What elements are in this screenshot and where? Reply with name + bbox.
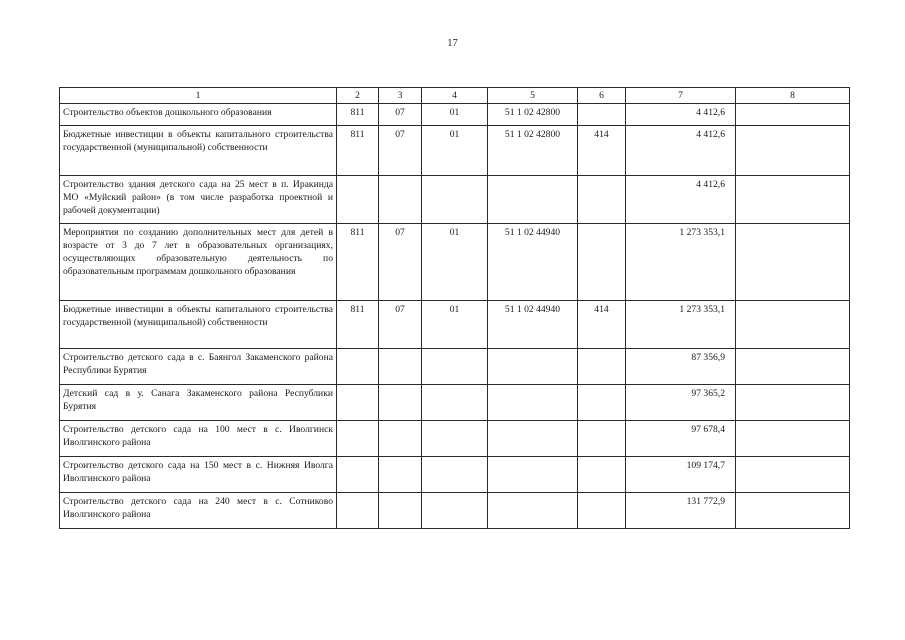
row-expense-type [578,385,626,421]
table-row [60,493,850,529]
row-col8 [736,176,850,224]
row-subsection [422,421,488,457]
row-code [337,421,379,457]
row-col8 [736,385,850,421]
table-row [60,349,850,385]
table-row [60,176,850,224]
header-cell: 5 [488,88,578,104]
row-section: 07 [379,301,422,349]
header-cell: 7 [626,88,736,104]
table-row [60,301,850,349]
row-subsection: 01 [422,104,488,126]
row-name: Строительство объектов дошкольного образования [60,104,337,126]
row-subsection: 01 [422,224,488,301]
table-row [60,421,850,457]
row-name: Строительство детского сада в с. Баянгол Закаменского района Республики Бурятия [60,349,337,385]
row-amount: 97 365,2 [626,385,736,421]
row-col8 [736,457,850,493]
row-name: Строительство здания детского сада на 25 мест в п. Иракинда МО «Муйский район» (в том числе разработка проектной и рабочей документации) [60,176,337,224]
row-target-article [488,457,578,493]
row-expense-type [578,224,626,301]
row-name: Строительство детского сада на 150 мест в с. Нижняя Иволга Иволгинского района [60,457,337,493]
row-section: 07 [379,126,422,176]
row-target-article [488,493,578,529]
row-target-article [488,421,578,457]
row-code [337,493,379,529]
table-header-row [60,88,850,104]
row-target-article [488,176,578,224]
row-col8 [736,224,850,301]
row-name: Строительство детского сада на 100 мест в с. Иволгинск Иволгинского района [60,421,337,457]
header-cell: 1 [60,88,337,104]
row-name: Бюджетные инвестиции в объекты капитального строительства государственной (муниципальной) собственности [60,126,337,176]
header-cell: 4 [422,88,488,104]
row-target-article: 51 1 02 42800 [488,126,578,176]
row-subsection [422,176,488,224]
row-expense-type [578,349,626,385]
row-code [337,349,379,385]
row-col8 [736,104,850,126]
row-amount: 109 174,7 [626,457,736,493]
table-row [60,457,850,493]
header-cell: 6 [578,88,626,104]
row-amount: 131 772,9 [626,493,736,529]
row-expense-type [578,176,626,224]
row-amount: 1 273 353,1 [626,301,736,349]
row-subsection [422,385,488,421]
row-code [337,385,379,421]
table-row [60,104,850,126]
row-col8 [736,301,850,349]
row-amount: 4 412,6 [626,126,736,176]
row-name: Строительство детского сада на 240 мест в с. Сотниково Иволгинского района [60,493,337,529]
row-col8 [736,349,850,385]
row-col8 [736,126,850,176]
row-subsection [422,493,488,529]
row-expense-type [578,421,626,457]
header-cell: 3 [379,88,422,104]
table-row [60,126,850,176]
row-section [379,349,422,385]
row-expense-type [578,104,626,126]
row-subsection [422,349,488,385]
row-amount: 4 412,6 [626,104,736,126]
row-name: Мероприятия по созданию дополнительных мест для детей в возрасте от 3 до 7 лет в образовательных организациях, осуществляющих образовательную деятельность по образовательным программам дошкольного образования [60,224,337,301]
page-number: 17 [447,38,458,49]
row-target-article: 51 1 02 42800 [488,104,578,126]
row-subsection: 01 [422,301,488,349]
row-code [337,457,379,493]
row-section [379,493,422,529]
row-amount: 4 412,6 [626,176,736,224]
row-amount: 87 356,9 [626,349,736,385]
row-target-article [488,349,578,385]
row-expense-type: 414 [578,301,626,349]
row-expense-type: 414 [578,126,626,176]
row-subsection [422,457,488,493]
row-amount: 97 678,4 [626,421,736,457]
table-row [60,385,850,421]
row-section: 07 [379,224,422,301]
row-code [337,176,379,224]
row-section [379,176,422,224]
row-section [379,457,422,493]
row-target-article [488,385,578,421]
row-col8 [736,421,850,457]
row-code: 811 [337,126,379,176]
table-row [60,224,850,301]
row-code: 811 [337,224,379,301]
row-section: 07 [379,104,422,126]
header-cell: 2 [337,88,379,104]
row-section [379,385,422,421]
row-amount: 1 273 353,1 [626,224,736,301]
row-expense-type [578,457,626,493]
row-col8 [736,493,850,529]
row-section [379,421,422,457]
row-code: 811 [337,104,379,126]
row-target-article: 51 1 02 44940 [488,224,578,301]
row-name: Детский сад в у. Санага Закаменского района Республики Бурятия [60,385,337,421]
row-subsection: 01 [422,126,488,176]
header-cell: 8 [736,88,850,104]
budget-table [59,87,850,529]
row-name: Бюджетные инвестиции в объекты капитального строительства государственной (муниципальной) собственности [60,301,337,349]
row-target-article: 51 1 02 44940 [488,301,578,349]
row-code: 811 [337,301,379,349]
row-expense-type [578,493,626,529]
